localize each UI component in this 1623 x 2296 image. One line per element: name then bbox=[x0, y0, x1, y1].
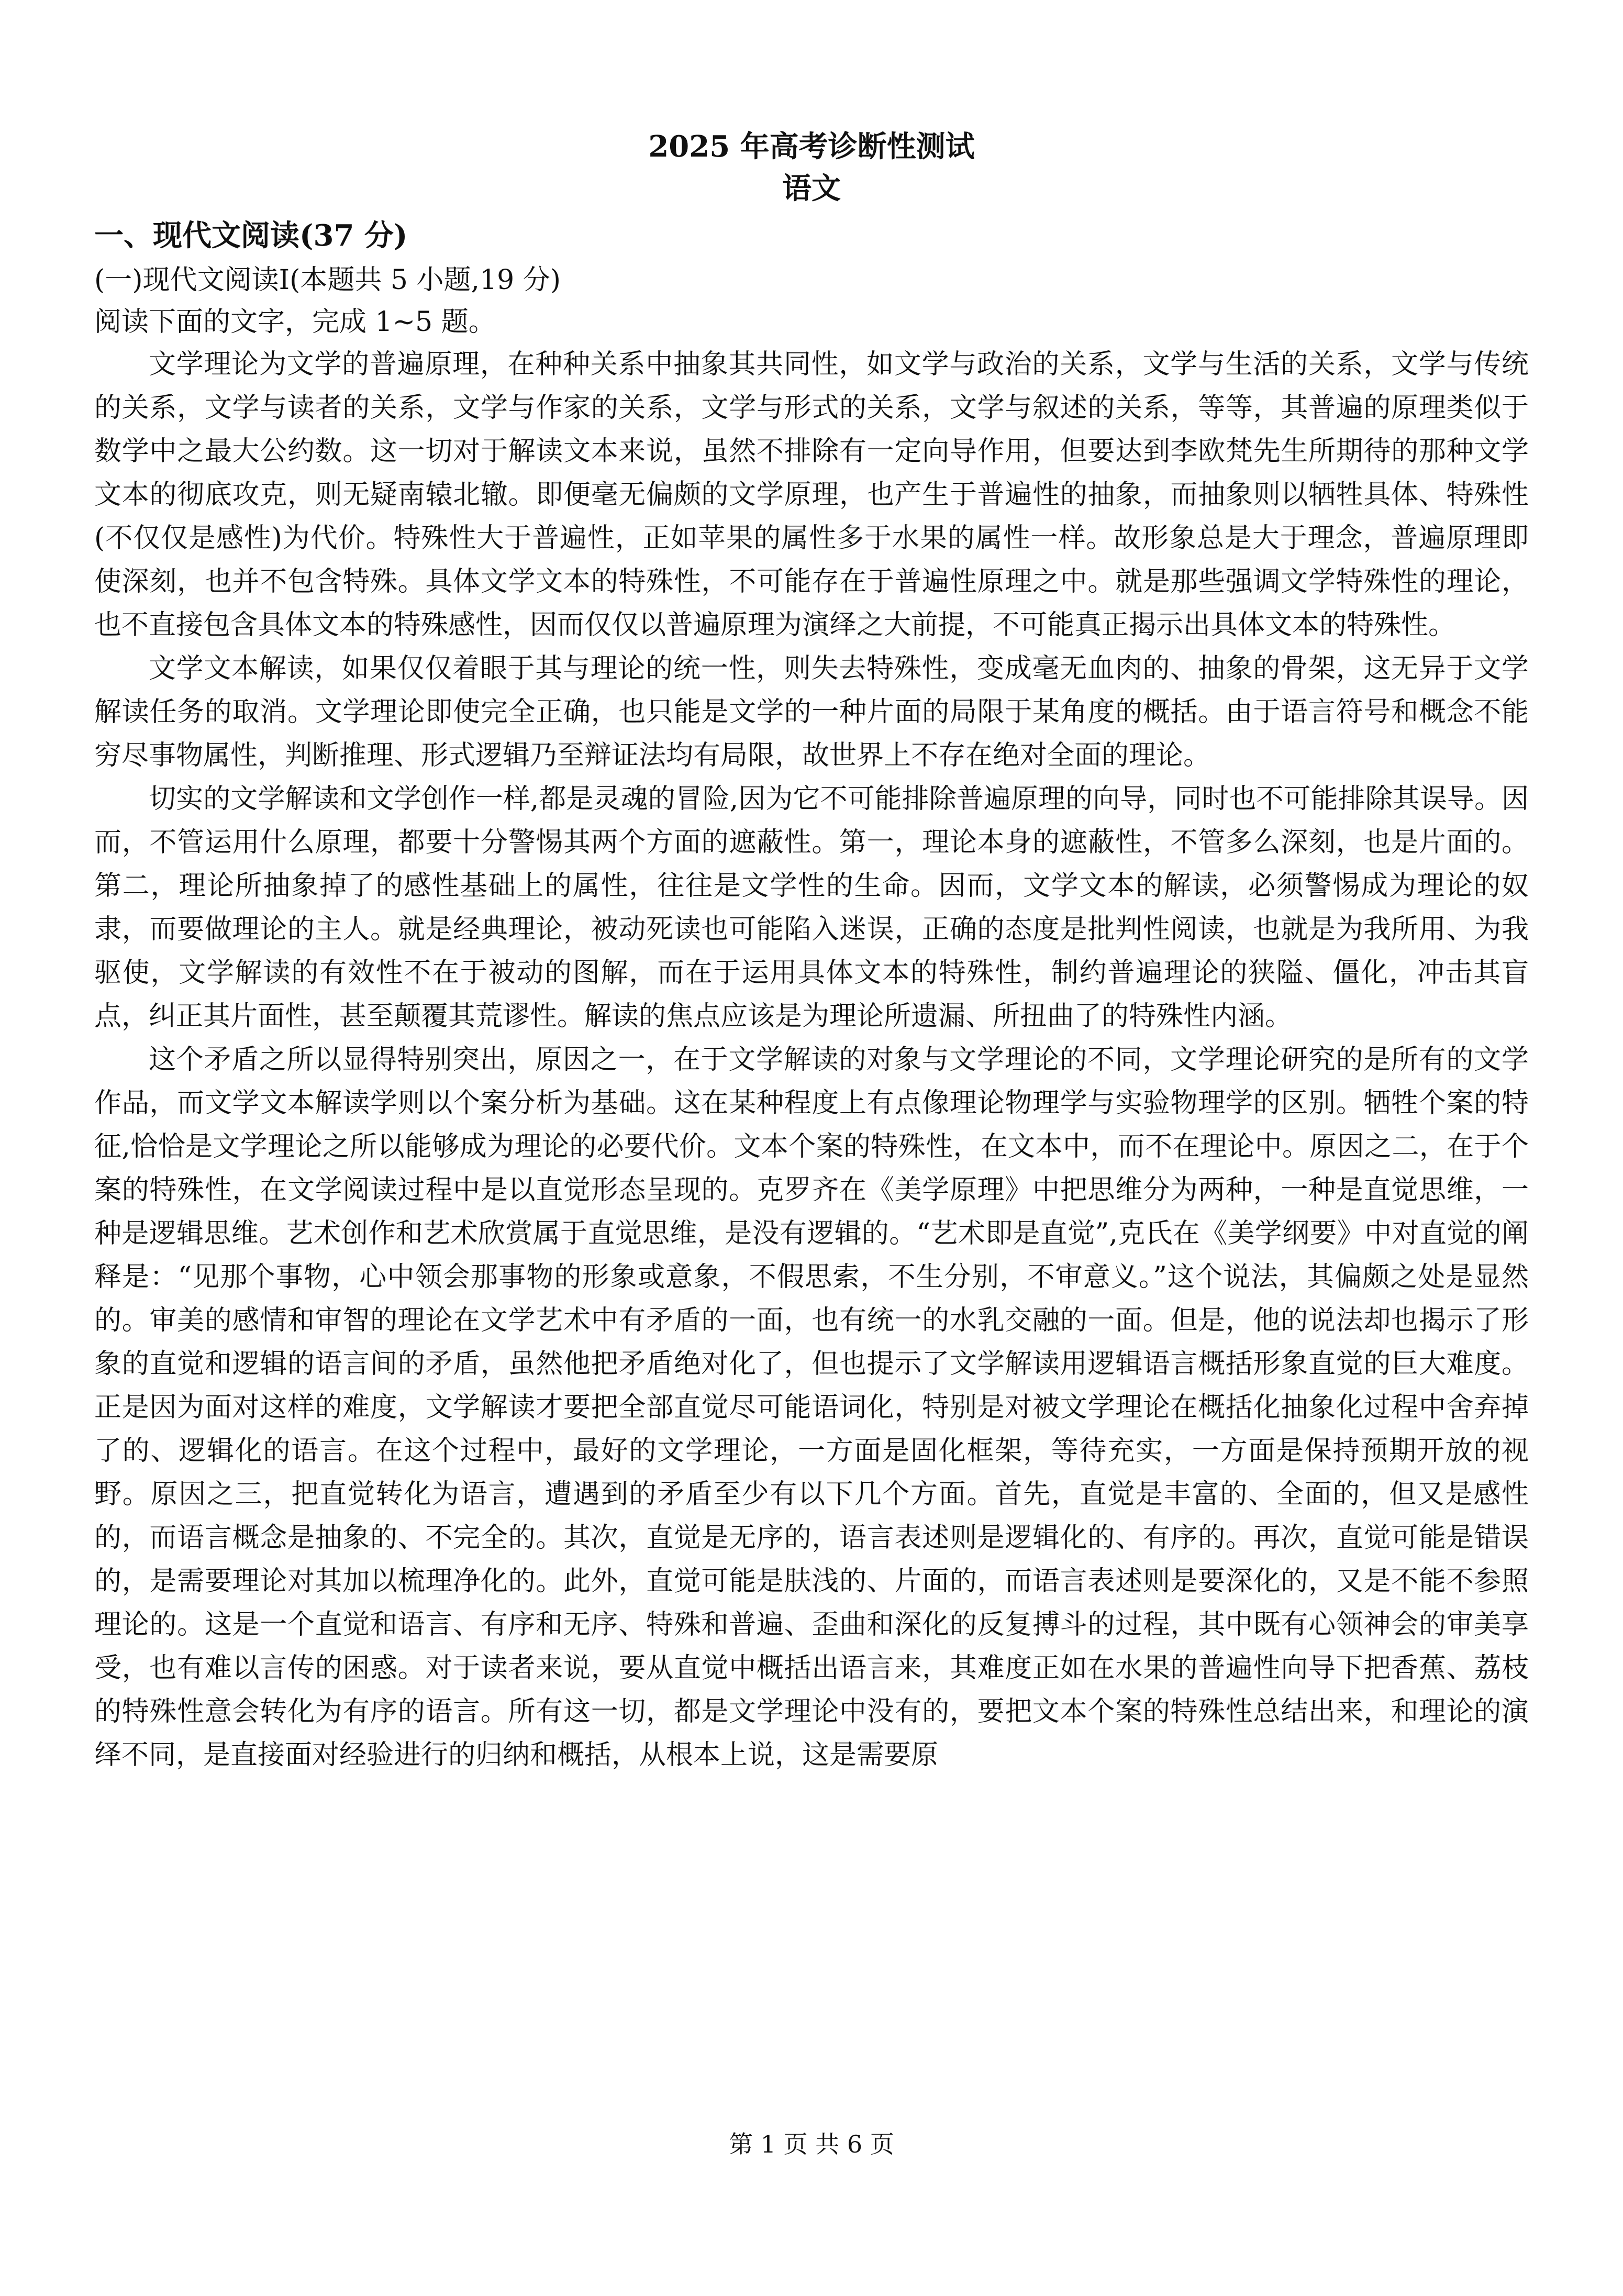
exam-page bbox=[94, 126, 1529, 2220]
reading-passage bbox=[94, 343, 1529, 1777]
reading-instruction: 阅读下面的文字，完成 1~5 题。 bbox=[94, 306, 496, 338]
passage-paragraph-1: 文学理论为文学的普遍原理，在种种关系中抽象其共同性，如文学与政治的关系，文学与生活的关系，文学与传统的关系，文学与读者的关系，文学与作家的关系，文学与形式的关系，文学与叙述的关系，等等，其普遍的原理类似于数学中之最大公约数。这一切对于解读文本来说，虽然不排除有一定向导作用，但要达到李欧梵先生所期待的那种文学文本的彻底攻克，则无疑南辕北辙。即便毫无偏颇的文学原理，也产生于普遍性的抽象，而抽象则以牺牲具体、特殊性(不仅仅是感性)为代价。特殊性大于普遍性，正如苹果的属性多于水果的属性一样。故形象总是大于理念，普遍原理即使深刻，也并不包含特殊。具体文学文本的特殊性，不可能存在于普遍性原理之中。就是那些强调文学特殊性的理论，也不直接包含具体文本的特殊感性，因而仅仅以普遍原理为演绎之大前提，不可能真正揭示出具体文本的特殊性。 bbox=[94, 349, 1529, 641]
subsection-heading: (一)现代文阅读Ⅰ(本题共 5 小题,19 分) bbox=[94, 264, 561, 296]
passage-paragraph-2: 文学文本解读，如果仅仅着眼于其与理论的统一性，则失去特殊性，变成毫无血肉的、抽象的骨架，这无异于文学解读任务的取消。文学理论即使完全正确，也只能是文学的一种片面的局限于某角度的概括。由于语言符号和概念不能穷尽事物属性，判断推理、形式逻辑乃至辩证法均有局限，故世界上不存在绝对全面的理论。 bbox=[94, 653, 1529, 771]
page-number: 第 1 页 共 6 页 bbox=[729, 2130, 894, 2158]
passage-paragraph-3: 切实的文学解读和文学创作一样,都是灵魂的冒险,因为它不可能排除普遍原理的向导，同时也不可能排除其误导。因而，不管运用什么原理，都要十分警惕其两个方面的遮蔽性。第一，理论本身的遮蔽性，不管多么深刻，也是片面的。第二，理论所抽象掉了的感性基础上的属性，往往是文学性的生命。因而，文学文本的解读，必须警惕成为理论的奴隶，而要做理论的主人。就是经典理论，被动死读也可能陷入迷误，正确的态度是批判性阅读，也就是为我所用、为我驱使，文学解读的有效性不在于被动的图解，而在于运用具体文本的特殊性，制约普遍理论的狭隘、僵化，冲击其盲点，纠正其片面性，甚至颠覆其荒谬性。解读的焦点应该是为理论所遗漏、所扭曲了的特殊性内涵。 bbox=[94, 783, 1529, 1032]
section-heading: 一、现代文阅读(37 分) bbox=[94, 218, 408, 253]
subject-title: 语文 bbox=[782, 171, 841, 206]
exam-title: 2025 年高考诊断性测试 bbox=[648, 129, 975, 164]
passage-paragraph-4: 这个矛盾之所以显得特别突出，原因之一，在于文学解读的对象与文学理论的不同，文学理论研究的是所有的文学作品，而文学文本解读学则以个案分析为基础。这在某种程度上有点像理论物理学与实验物理学的区别。牺牲个案的特征,恰恰是文学理论之所以能够成为理论的必要代价。文本个案的特殊性，在文本中，而不在理论中。原因之二，在于个案的特殊性，在文学阅读过程中是以直觉形态呈现的。克罗齐在《美学原理》中把思维分为两种，一种是直觉思维，一种是逻辑思维。艺术创作和艺术欣赏属于直觉思维，是没有逻辑的。“艺术即是直觉”,克氏在《美学纲要》中对直觉的阐释是：“见那个事物，心中领会那事物的形象或意象，不假思索，不生分别，不审意义。”这个说法，其偏颇之处是显然的。审美的感情和审智的理论在文学艺术中有矛盾的一面，也有统一的水乳交融的一面。但是，他的说法却也揭示了形象的直觉和逻辑的语言间的矛盾，虽然他把矛盾绝对化了，但也提示了文学解读用逻辑语言概括形象直觉的巨大难度。正是因为面对这样的难度，文学解读才要把全部直觉尽可能语词化，特别是对被文学理论在概括化抽象化过程中舍弃掉了的、逻辑化的语言。在这个过程中，最好的文学理论，一方面是固化框架，等待充实，一方面是保持预期开放的视野。原因之三，把直觉转化为语言，遭遇到的矛盾至少有以下几个方面。首先，直觉是丰富的、全面的，但又是感性的，而语言概念是抽象的、不完全的。其次，直觉是无序的，语言表述则是逻辑化的、有序的。再次，直觉可能是错误的，是需要理论对其加以梳理净化的。此外，直觉可能是肤浅的、片面的，而语言表述则是要深化的，又是不能不参照理论的。这是一个直觉和语言、有序和无序、特殊和普遍、歪曲和深化的反复搏斗的过程，其中既有心领神会的审美享受，也有难以言传的困惑。对于读者来说，要从直觉中概括出语言来，其难度正如在水果的普遍性向导下把香蕉、荔枝的特殊性意会转化为有序的语言。所有这一切，都是文学理论中没有的，要把文本个案的特殊性总结出来，和理论的演绎不同，是直接面对经验进行的归纳和概括，从根本上说，这是需要原 bbox=[94, 1044, 1529, 1771]
